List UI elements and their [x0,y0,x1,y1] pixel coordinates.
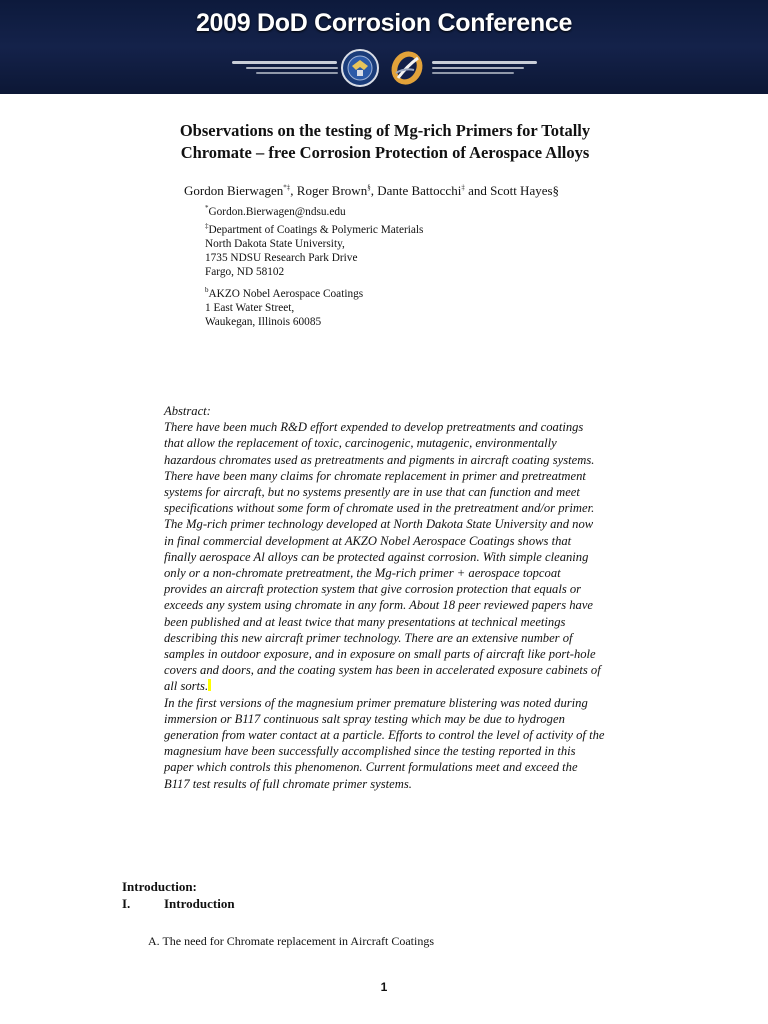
page-number: 1 [380,980,388,994]
company-mark: b [205,286,209,294]
introduction-label: Introduction: [122,879,197,894]
dod-seal-icon [342,50,378,86]
subsection-heading: A. The need for Chromate replacement in Aircraft Coatings [148,934,435,948]
abstract-paragraph-2: In the first versions of the magnesium primer premature blistering was noted during immersion or B117 continuous salt spray testing which may be due to hydrogen generation from water contact at a particle. Efforts to control the level of activity of the magnesium have been successfully accomplished since the testing reported in this paper which controls this phenomenon. Current formulations meet and exceed the B117 test results of full chromate primer systems. [164,695,605,791]
author-bierwagen-marks: *‡ [283,183,291,192]
section-number: I. [122,896,131,911]
department-name: Department of Coatings & Polymeric Materials [208,223,424,236]
abstract-paragraph-1-text: There have been much R&D effort expended to develop pretreatments and coatings that allow the replacement of toxic, carcinogenic, mutagenic, environmentally hazardous chromates used as pretreatments and pigments in aircraft coating systems. There have been many claims for chromate replacement in primer and pretreatment systems for aircraft, but no systems presently are in use that can function and meet specifications without some form of chromate used in the pretreatment and/or primer. The Mg-rich primer technology developed at North Dakota State University and now in final commercial development at AKZO Nobel Aerospace Coatings shows that finally aerospace Al alloys can be protected against corrosion. With simple cleaning only or a non-chromate pretreatment, the Mg-rich primer + aerospace topcoat provides an aircraft protection system that give corrosion protection that equals or exceeds any system using chromate in any form. About 18 peer reviewed papers have been published and at least twice that many presentations at technical meetings describing this new aircraft primer technology. There are an extensive number of samples in outdoor exposure, and in exposure on small parts of aircraft like port-hole covers and doors, and the coating system has been in accelerated exposure cabinets of all sorts. [164,420,601,694]
author-battocchi-mark: ‡ [461,183,465,192]
email-address: Gordon.Bierwagen@ndsu.edu [208,205,346,218]
author-bierwagen: Gordon Bierwagen [184,183,284,198]
email-mark: * [205,204,209,212]
author-battocchi: , Dante Battocchi [370,183,462,198]
department-mark: ‡ [205,221,209,230]
company-name: AKZO Nobel Aerospace Coatings [208,287,364,300]
company-line [205,283,363,301]
author-brown: , Roger Brown [290,183,368,198]
conference-banner [0,0,768,94]
author-brown-mark: § [367,183,371,192]
affiliation-akzo [205,283,363,329]
corrosion-logo-icon [386,46,428,90]
banner-emblem-strip [0,40,768,94]
company-street-line: 1 East Water Street, [205,301,295,314]
author-list [184,183,559,199]
university-line: North Dakota State University, [205,237,345,250]
abstract-heading: Abstract: [164,404,211,418]
abstract-paragraph-1 [164,419,606,694]
company-city-line: Waukegan, Illinois 60085 [205,315,322,328]
abstract [164,403,606,792]
left-speed-stripes [232,61,338,74]
affiliation-ndsu [205,201,423,279]
author-email [205,201,423,219]
section-title: Introduction [164,896,235,911]
text-cursor-highlight [208,679,211,691]
paper-title-line-1: Observations on the testing of Mg-rich Primers for Totally [179,121,591,140]
street-line: 1735 NDSU Research Park Drive [205,251,358,264]
city-line: Fargo, ND 58102 [205,265,285,278]
paper-title-line-2: Chromate – free Corrosion Protection of Aerospace Alloys [180,143,590,162]
author-hayes: and Scott Hayes§ [464,183,560,198]
conference-title: 2009 DoD Corrosion Conference [195,9,573,37]
right-speed-stripes [432,61,537,74]
department-line [205,219,423,237]
paper-title [120,120,650,164]
